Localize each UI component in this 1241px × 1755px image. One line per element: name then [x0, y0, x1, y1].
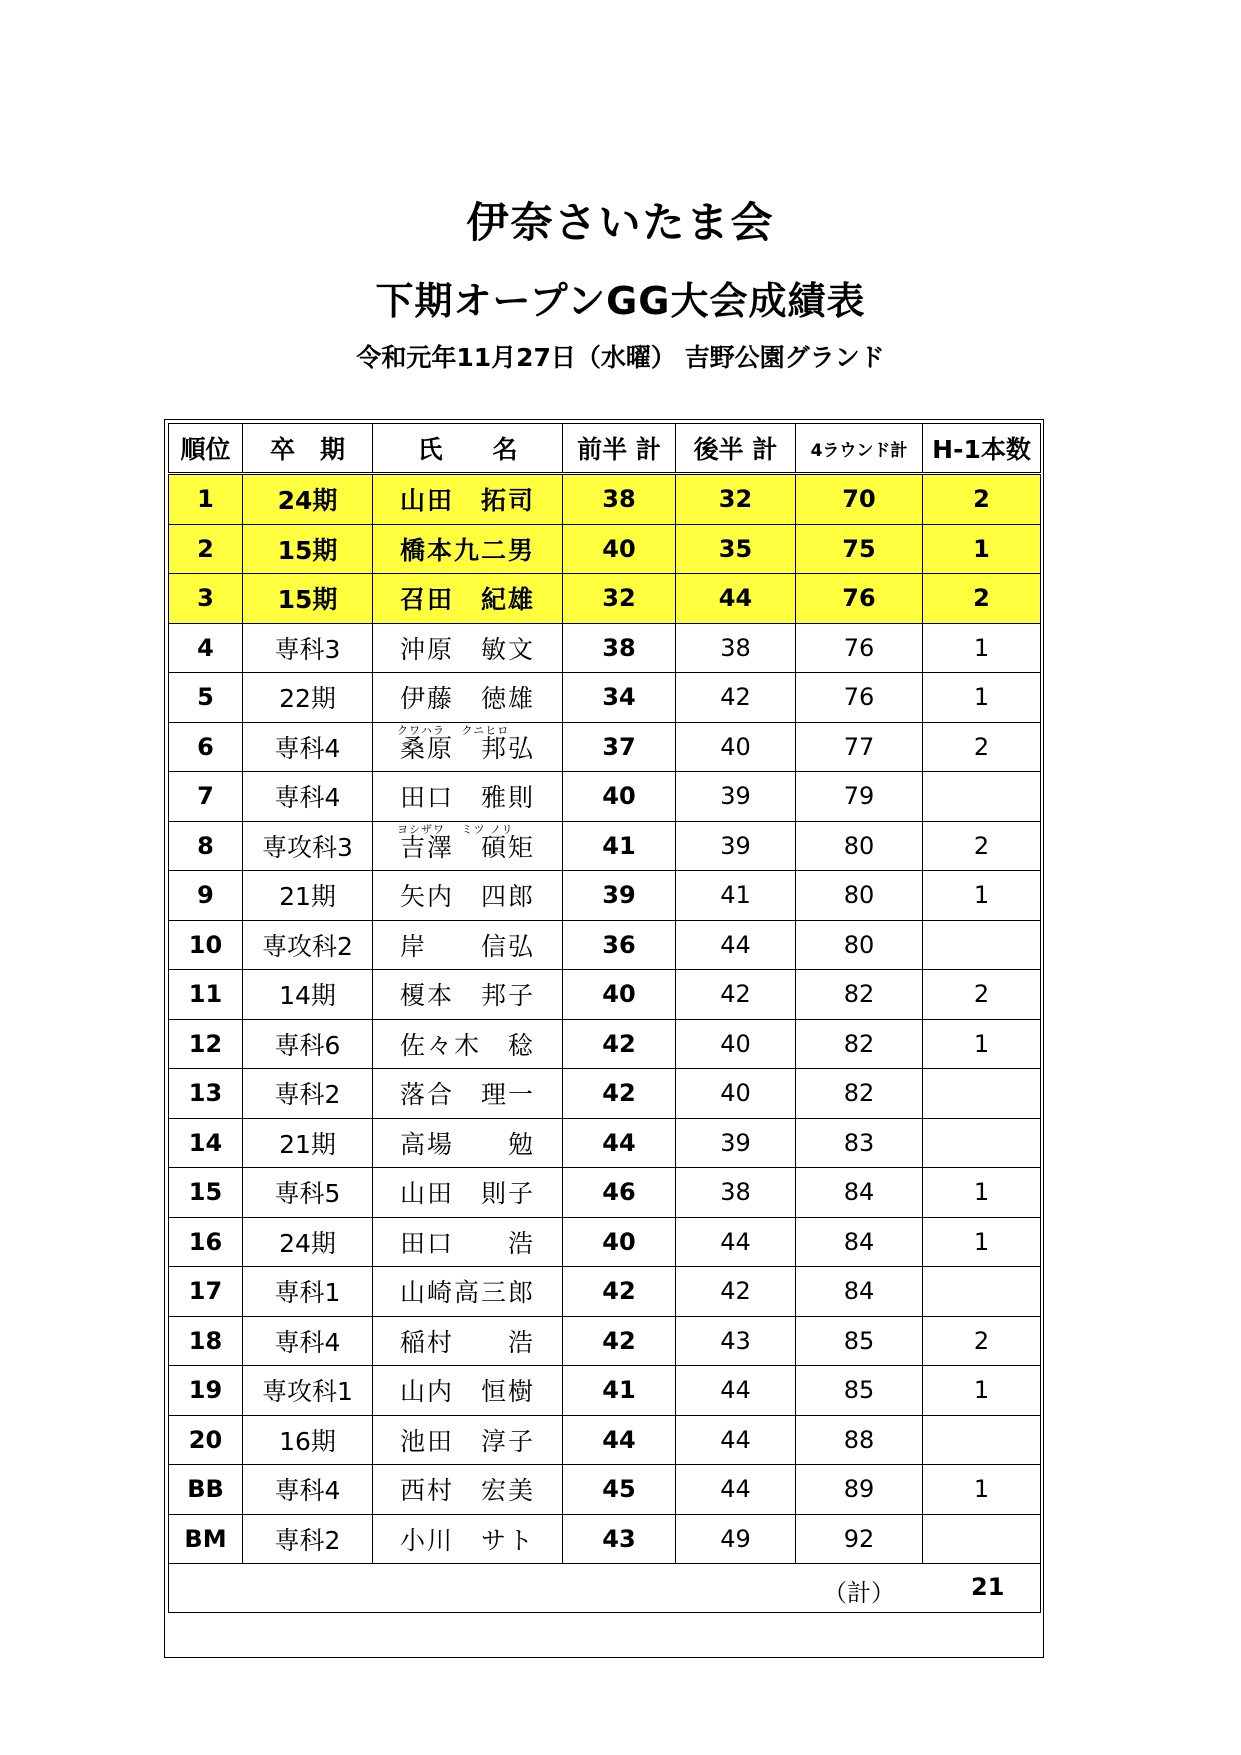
class-cell: 専科5: [243, 1168, 373, 1218]
rank-cell: 9: [169, 871, 243, 921]
player-name: 小川 サト: [399, 1525, 535, 1555]
name-cell: [373, 574, 563, 624]
rank-cell: 17: [169, 1267, 243, 1317]
name-cell: [373, 1069, 563, 1119]
player-name: 山田 則子: [399, 1179, 535, 1209]
total-cell: 77: [796, 722, 923, 772]
h1-cell: 2: [923, 1316, 1041, 1366]
second-half-cell: 42: [676, 673, 796, 723]
player-name: 落合 理一: [399, 1080, 535, 1110]
rank-cell: 19: [169, 1366, 243, 1416]
h1-cell: 1: [923, 524, 1041, 574]
second-half-cell: 42: [676, 1267, 796, 1317]
total-cell: 84: [796, 1267, 923, 1317]
rank-cell: 6: [169, 722, 243, 772]
player-name: 稲村 浩: [399, 1327, 535, 1357]
first-half-cell: 42: [563, 1019, 676, 1069]
table-row: [169, 772, 1041, 822]
h1-cell: 2: [923, 722, 1041, 772]
second-half-cell: 39: [676, 1118, 796, 1168]
first-half-cell: 38: [563, 623, 676, 673]
name-cell: [373, 722, 563, 772]
table-row: [169, 1366, 1041, 1416]
h1-cell: [923, 1118, 1041, 1168]
rank-cell: 2: [169, 524, 243, 574]
first-half-cell: 37: [563, 722, 676, 772]
col-header-total: 4ラウンド計: [796, 424, 923, 474]
rank-cell: 12: [169, 1019, 243, 1069]
class-cell: 15期: [243, 524, 373, 574]
player-name: 橋本九二男: [399, 535, 535, 565]
first-half-cell: 34: [563, 673, 676, 723]
second-half-cell: 40: [676, 1019, 796, 1069]
second-half-cell: 40: [676, 722, 796, 772]
first-half-cell: 45: [563, 1465, 676, 1515]
first-half-cell: 44: [563, 1118, 676, 1168]
h1-cell: 1: [923, 623, 1041, 673]
player-name: 桑原 邦弘: [399, 733, 535, 763]
second-half-cell: 39: [676, 821, 796, 871]
rank-cell: 4: [169, 623, 243, 673]
first-half-cell: 36: [563, 920, 676, 970]
player-name: 沖原 敏文: [399, 634, 535, 664]
table-row: [169, 673, 1041, 723]
name-cell: [373, 871, 563, 921]
event-title: 下期オープンGG大会成績表: [375, 279, 866, 323]
first-half-cell: 39: [563, 871, 676, 921]
name-cell: [373, 1118, 563, 1168]
first-half-cell: 38: [563, 474, 676, 525]
table-row: [169, 821, 1041, 871]
class-cell: 16期: [243, 1415, 373, 1465]
rank-cell: BB: [169, 1465, 243, 1515]
h1-cell: 2: [923, 821, 1041, 871]
second-half-cell: 49: [676, 1514, 796, 1564]
player-name: 召田 紀雄: [399, 585, 535, 615]
total-cell: 85: [796, 1316, 923, 1366]
class-cell: 専攻科1: [243, 1366, 373, 1416]
rank-cell: 7: [169, 772, 243, 822]
first-half-cell: 42: [563, 1267, 676, 1317]
col-header-rank: 順位: [169, 424, 243, 474]
name-cell: [373, 772, 563, 822]
date-venue: 令和元年11月27日（水曜） 吉野公園グランド: [356, 343, 885, 372]
player-name: 岸 信弘: [399, 931, 535, 961]
col-header-class: 卒 期: [243, 424, 373, 474]
second-half-cell: 43: [676, 1316, 796, 1366]
first-half-cell: 41: [563, 1366, 676, 1416]
total-cell: 82: [796, 1019, 923, 1069]
second-half-cell: 40: [676, 1069, 796, 1119]
name-cell: [373, 673, 563, 723]
player-name: 佐々木 稔: [399, 1030, 535, 1060]
total-cell: 75: [796, 524, 923, 574]
h1-cell: 1: [923, 1366, 1041, 1416]
footer-cell: [169, 1564, 1041, 1613]
table-row: [169, 970, 1041, 1020]
table-row: [169, 474, 1041, 525]
player-name: 田口 浩: [399, 1228, 535, 1258]
total-cell: 80: [796, 821, 923, 871]
h1-cell: 1: [923, 673, 1041, 723]
name-cell: [373, 1415, 563, 1465]
table-row: [169, 1168, 1041, 1218]
name-cell: [373, 524, 563, 574]
player-name: 矢内 四郎: [399, 882, 535, 912]
second-half-cell: 44: [676, 920, 796, 970]
name-cell: [373, 1316, 563, 1366]
player-name: 山内 恒樹: [399, 1377, 535, 1407]
rank-cell: 5: [169, 673, 243, 723]
rank-cell: 15: [169, 1168, 243, 1218]
total-cell: 88: [796, 1415, 923, 1465]
name-cell: [373, 920, 563, 970]
name-cell: [373, 970, 563, 1020]
class-cell: 専攻科3: [243, 821, 373, 871]
second-half-cell: 32: [676, 474, 796, 525]
rank-cell: 11: [169, 970, 243, 1020]
total-cell: 83: [796, 1118, 923, 1168]
total-cell: 89: [796, 1465, 923, 1515]
total-cell: 70: [796, 474, 923, 525]
table-row: [169, 920, 1041, 970]
class-cell: 22期: [243, 673, 373, 723]
rank-cell: 14: [169, 1118, 243, 1168]
name-ruby: クワハラ クニヒロ: [397, 723, 510, 737]
player-name: 池田 淳子: [399, 1426, 535, 1456]
h1-cell: [923, 1415, 1041, 1465]
total-cell: 79: [796, 772, 923, 822]
h1-cell: 1: [923, 871, 1041, 921]
first-half-cell: 42: [563, 1069, 676, 1119]
first-half-cell: 40: [563, 772, 676, 822]
h1-cell: 1: [923, 1168, 1041, 1218]
second-half-cell: 35: [676, 524, 796, 574]
results-table: [168, 423, 1041, 1613]
first-half-cell: 40: [563, 524, 676, 574]
table-row: [169, 1069, 1041, 1119]
h1-cell: 2: [923, 970, 1041, 1020]
first-half-cell: 40: [563, 970, 676, 1020]
second-half-cell: 41: [676, 871, 796, 921]
h1-cell: 1: [923, 1019, 1041, 1069]
h1-cell: [923, 920, 1041, 970]
h1-cell: 2: [923, 574, 1041, 624]
player-name: 田口 雅則: [399, 783, 535, 813]
table-row: [169, 1118, 1041, 1168]
total-cell: 82: [796, 1069, 923, 1119]
second-half-cell: 44: [676, 1366, 796, 1416]
name-ruby: ヨシザワ ミツ ノリ: [397, 822, 514, 836]
name-cell: [373, 1465, 563, 1515]
h1-cell: [923, 1069, 1041, 1119]
class-cell: 21期: [243, 1118, 373, 1168]
name-cell: [373, 1019, 563, 1069]
footer-total-h1: 21: [971, 1573, 1005, 1601]
second-half-cell: 38: [676, 1168, 796, 1218]
total-cell: 80: [796, 871, 923, 921]
second-half-cell: 38: [676, 623, 796, 673]
total-cell: 85: [796, 1366, 923, 1416]
h1-cell: 1: [923, 1465, 1041, 1515]
class-cell: 専科4: [243, 722, 373, 772]
rank-cell: BM: [169, 1514, 243, 1564]
table-row: [169, 1019, 1041, 1069]
total-cell: 92: [796, 1514, 923, 1564]
total-cell: 82: [796, 970, 923, 1020]
rank-cell: 20: [169, 1415, 243, 1465]
second-half-cell: 42: [676, 970, 796, 1020]
table-row: [169, 623, 1041, 673]
first-half-cell: 44: [563, 1415, 676, 1465]
class-cell: 専科2: [243, 1514, 373, 1564]
name-cell: [373, 1217, 563, 1267]
player-name: 伊藤 徳雄: [399, 684, 535, 714]
name-cell: [373, 623, 563, 673]
h1-cell: [923, 1514, 1041, 1564]
table-row: [169, 1217, 1041, 1267]
col-header-name: 氏 名: [373, 424, 563, 474]
table-row: [169, 722, 1041, 772]
header-row: [169, 424, 1041, 474]
h1-cell: [923, 772, 1041, 822]
name-cell: [373, 474, 563, 525]
class-cell: 専科1: [243, 1267, 373, 1317]
class-cell: 専科4: [243, 1465, 373, 1515]
table-row: [169, 524, 1041, 574]
total-cell: 84: [796, 1217, 923, 1267]
table-row: [169, 871, 1041, 921]
col-header-h1: H-1本数: [923, 424, 1041, 474]
second-half-cell: 44: [676, 1217, 796, 1267]
class-cell: 専科4: [243, 1316, 373, 1366]
first-half-cell: 42: [563, 1316, 676, 1366]
col-header-second-half: 後半 計: [676, 424, 796, 474]
rank-cell: 8: [169, 821, 243, 871]
table-row: [169, 1267, 1041, 1317]
table-row: [169, 574, 1041, 624]
footer-row: [169, 1564, 1041, 1613]
footer-label: （計）: [823, 1579, 895, 1607]
first-half-cell: 41: [563, 821, 676, 871]
name-cell: [373, 1168, 563, 1218]
player-name: 高場 勉: [399, 1129, 535, 1159]
name-cell: [373, 1267, 563, 1317]
second-half-cell: 44: [676, 1415, 796, 1465]
table-row: [169, 1465, 1041, 1515]
class-cell: 専攻科2: [243, 920, 373, 970]
table-row: [169, 1316, 1041, 1366]
class-cell: 14期: [243, 970, 373, 1020]
first-half-cell: 40: [563, 1217, 676, 1267]
org-title: 伊奈さいたま会: [466, 198, 775, 247]
class-cell: 21期: [243, 871, 373, 921]
name-cell: [373, 1366, 563, 1416]
first-half-cell: 46: [563, 1168, 676, 1218]
class-cell: 24期: [243, 1217, 373, 1267]
rank-cell: 16: [169, 1217, 243, 1267]
class-cell: 専科3: [243, 623, 373, 673]
total-cell: 84: [796, 1168, 923, 1218]
rank-cell: 10: [169, 920, 243, 970]
total-cell: 76: [796, 673, 923, 723]
player-name: 西村 宏美: [399, 1476, 535, 1506]
second-half-cell: 39: [676, 772, 796, 822]
rank-cell: 1: [169, 474, 243, 525]
class-cell: 専科4: [243, 772, 373, 822]
class-cell: 24期: [243, 474, 373, 525]
h1-cell: 2: [923, 474, 1041, 525]
table-row: [169, 1514, 1041, 1564]
rank-cell: 13: [169, 1069, 243, 1119]
total-cell: 76: [796, 623, 923, 673]
first-half-cell: 43: [563, 1514, 676, 1564]
class-cell: 専科2: [243, 1069, 373, 1119]
first-half-cell: 32: [563, 574, 676, 624]
name-cell: [373, 1514, 563, 1564]
col-header-first-half: 前半 計: [563, 424, 676, 474]
rank-cell: 3: [169, 574, 243, 624]
player-name: 榎本 邦子: [399, 981, 535, 1011]
total-cell: 76: [796, 574, 923, 624]
class-cell: 15期: [243, 574, 373, 624]
player-name: 山崎高三郎: [399, 1278, 535, 1308]
name-cell: [373, 821, 563, 871]
table-row: [169, 1415, 1041, 1465]
h1-cell: [923, 1267, 1041, 1317]
player-name: 山田 拓司: [399, 486, 535, 516]
total-cell: 80: [796, 920, 923, 970]
h1-cell: 1: [923, 1217, 1041, 1267]
second-half-cell: 44: [676, 1465, 796, 1515]
player-name: 吉澤 碩矩: [399, 832, 535, 862]
second-half-cell: 44: [676, 574, 796, 624]
class-cell: 専科6: [243, 1019, 373, 1069]
rank-cell: 18: [169, 1316, 243, 1366]
